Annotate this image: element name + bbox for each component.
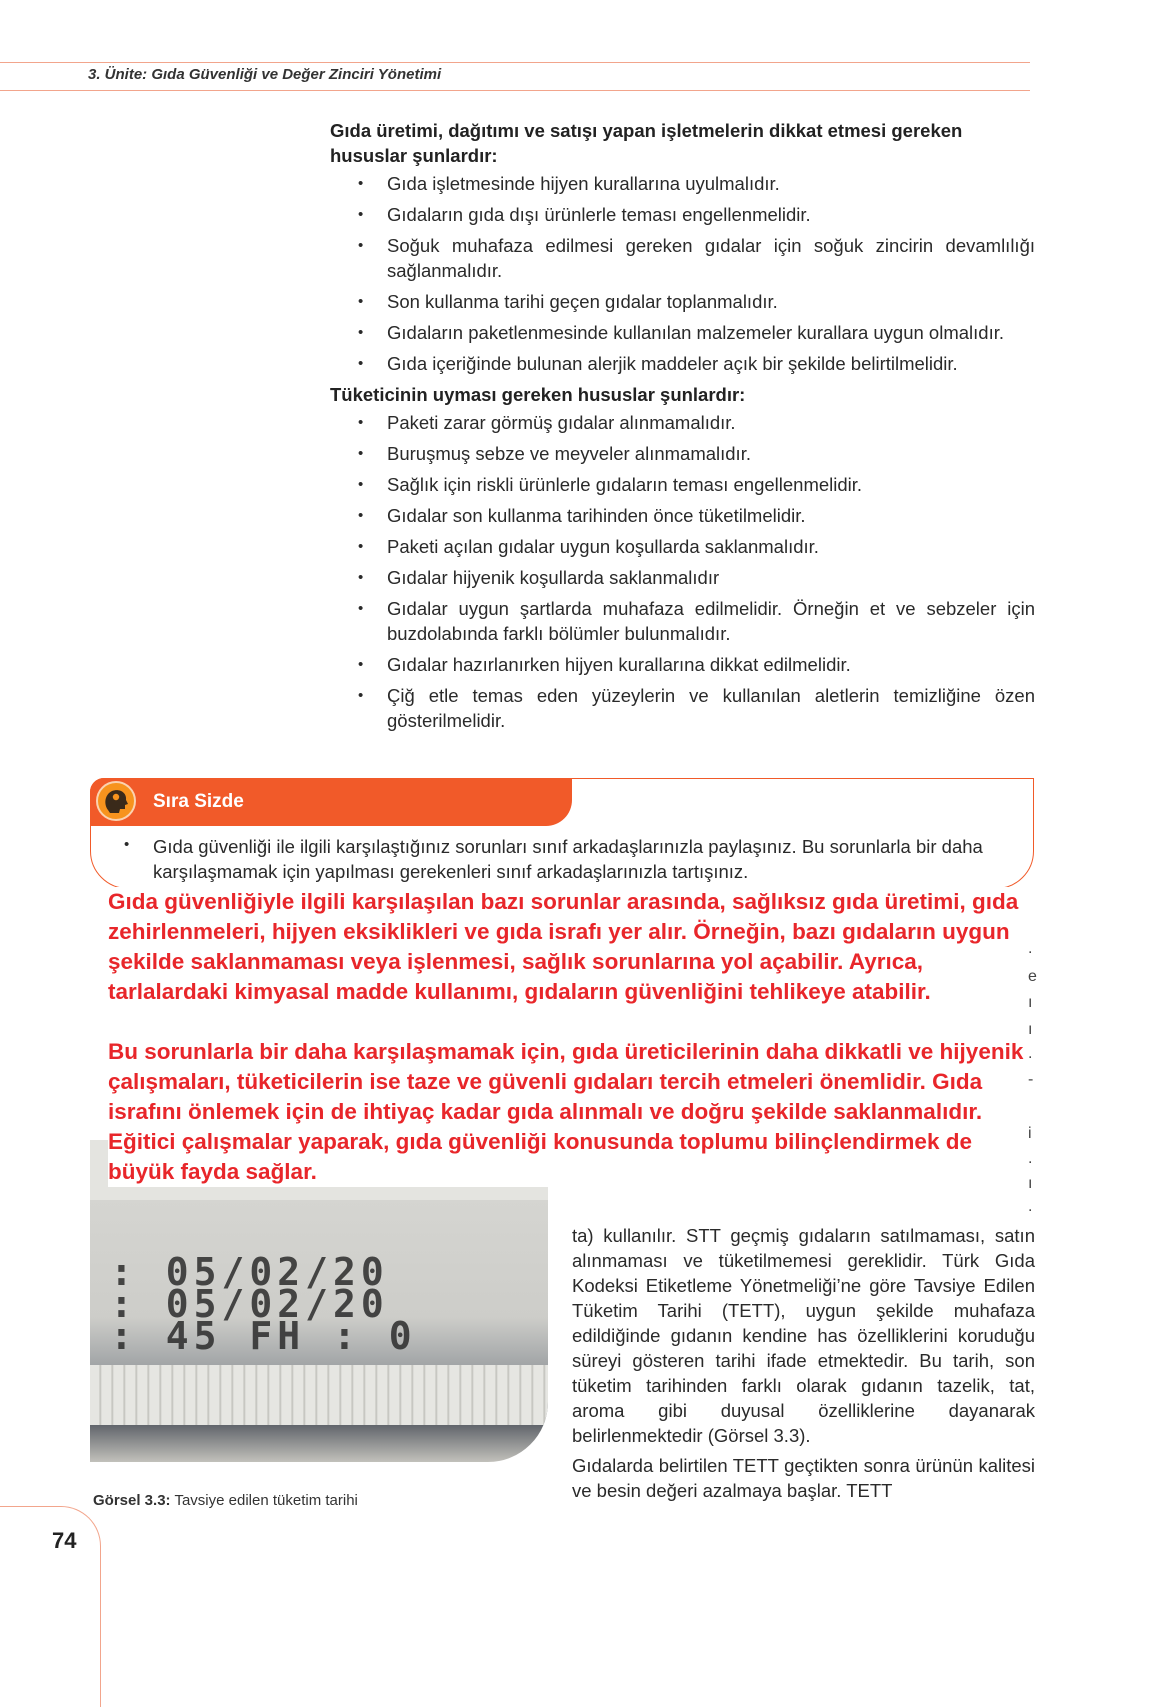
list-item: • Soğuk muhafaza edilmesi gereken gıdalar için soğuk zincirin devamlılığı sağlanmalıdır. (358, 233, 1035, 283)
list-item: • Buruşmuş sebze ve meyveler alınmamalıdır. (358, 441, 1035, 466)
unit-title: 3. Ünite: Gıda Güvenliği ve Değer Zinciri Yönetimi (88, 66, 442, 83)
paragraph: ta) kullanılır. STT geçmiş gıdaların satılmaması, satın alınmaması ve tüketilmemesi gereklidir. Türk Gıda Kodeksi Etiketleme Yönetmeliği’ne göre Tavsiye Edilen Tüketim Tarihi (TETT), uygun şekilde muhafaza edildiğinde gıdanın kendine has özelliklerini koruduğu süreyi gösteren tarihi ifade etmektedir. Bu tarih, son tüketim tarihinden farklı olarak gıdanın tazelik, tat, aroma gibi duyusal özelliklerine dayanarak belirlenmektedir (Görsel 3.3). (572, 1225, 1035, 1446)
stray-glyph: ı (1028, 1175, 1033, 1192)
list-item: • Gıdalar hijyenik koşullarda saklanmalıdır (358, 565, 1035, 590)
list-item: • Gıdaların paketlenmesinde kullanılan malzemeler kurallara uygun olmalıdır. (358, 320, 1035, 345)
page-number: 74 (52, 1528, 77, 1553)
list-item: • Sağlık için riskli ürünlerle gıdaların teması engellenmelidir. (358, 472, 1035, 497)
sira-sizde-bullet: • (124, 836, 130, 853)
photo-date-line: : 05/02/20 (110, 1282, 389, 1326)
stray-glyph: i (1028, 1125, 1032, 1142)
stray-glyph: ı (1028, 994, 1033, 1011)
sira-sizde-title: Sıra Sizde (153, 791, 244, 812)
paragraph: Gıdalarda belirtilen TETT geçtikten sonra ürünün kalitesi ve besin değeri azalmaya başlar. TETT (572, 1455, 1035, 1501)
answer-paragraph: Bu sorunlarla bir daha karşılaşmamak için, gıda üreticilerinin daha dikkatli ve hijyenik çalışmaları, tüketicilerin ise taze ve güvenli gıdaları tercih etmeleri önemlidir. Gıda israfını önlemek için de ihtiyaç kadar gıda alınmalı ve doğru şekilde saklanmalıdır. Eğitici çalışmalar yaparak, gıda güvenliği konusunda toplumu bilinçlendirmek de büyük fayda sağlar. (108, 1039, 1024, 1184)
figure-caption (93, 1492, 358, 1509)
sira-sizde-text: Gıda güvenliği ile ilgili karşılaştığınız sorunları sınıf arkadaşlarınızla paylaşınız. Bu sorunlarla bir daha karşılaşmamak için yapılması gerekenleri sınıf arkadaşlarınızla tartışınız. (153, 836, 983, 882)
stray-glyph: . (1028, 1150, 1033, 1167)
section-business (330, 118, 1035, 739)
stray-glyph: ı (1028, 1021, 1033, 1038)
stray-glyph: . (1028, 1198, 1033, 1215)
business-list (330, 171, 1035, 376)
thinking-head-icon (96, 781, 136, 821)
list-item: • Son kullanma tarihi geçen gıdalar toplanmalıdır. (358, 289, 1035, 314)
page-corner-ornament (0, 1506, 101, 1707)
photo-cap-ridges (90, 1365, 548, 1425)
caption-label: Görsel 3.3: (93, 1492, 171, 1509)
list-item: • Gıda içeriğinde bulunan alerjik maddeler açık bir şekilde belirtilmelidir. (358, 351, 1035, 376)
date-label-photo (90, 1140, 548, 1462)
stray-glyph: e (1028, 968, 1037, 985)
list-item: • Çiğ etle temas eden yüzeylerin ve kullanılan aletlerin temizliğine özen gösterilmelidir. (358, 683, 1035, 733)
stray-glyph: . (1028, 1045, 1033, 1062)
list-item: • Gıdaların gıda dışı ürünlerle teması engellenmelidir. (358, 202, 1035, 227)
header-rule-top (0, 62, 1030, 63)
stray-glyph: . (1028, 940, 1033, 957)
stray-glyph: - (1028, 1071, 1034, 1088)
answer-overlay (108, 887, 1028, 1187)
list-item: • Gıdalar son kullanma tarihinden önce tüketilmelidir. (358, 503, 1035, 528)
list-item: • Paketi açılan gıdalar uygun koşullarda saklanmalıdır. (358, 534, 1035, 559)
list-item: • Gıdalar hazırlanırken hijyen kurallarına dikkat edilmelidir. (358, 652, 1035, 677)
right-column (572, 1223, 1035, 1508)
list-item: • Gıda işletmesinde hijyen kurallarına uyulmalıdır. (358, 171, 1035, 196)
photo-date-line: : 45 FH : 0 (110, 1314, 417, 1358)
header-rule-bottom (0, 90, 1030, 91)
consumer-list (330, 410, 1035, 733)
caption-text: Tavsiye edilen tüketim tarihi (174, 1492, 358, 1509)
list-item: • Paketi zarar görmüş gıdalar alınmamalıdır. (358, 410, 1035, 435)
photo-date-line: : 05/02/20 (110, 1250, 389, 1294)
section-heading: Gıda üretimi, dağıtımı ve satışı yapan işletmelerin dikkat etmesi gereken hususlar şunlardır: (330, 120, 963, 166)
list-item: • Gıdalar uygun şartlarda muhafaza edilmelidir. Örneğin et ve sebzeler için buzdolabında farklı bölümler bulunmalıdır. (358, 596, 1035, 646)
section-heading: Tüketicinin uyması gereken hususlar şunlardır: (330, 384, 746, 405)
answer-paragraph: Gıda güvenliğiyle ilgili karşılaşılan bazı sorunlar arasında, sağlıksız gıda üretimi, gıda zehirlenmeleri, hijyen eksiklikleri ve gıda israfı yer alır. Örneğin, bazı gıdaların uygun şekilde saklanmaması veya işlenmesi, sağlık sorunlarına yol açabilir. Ayrıca, tarlalardaki kimyasal madde kullanımı, gıdaların güvenliğini tehlikeye atabilir. (108, 889, 1019, 1004)
